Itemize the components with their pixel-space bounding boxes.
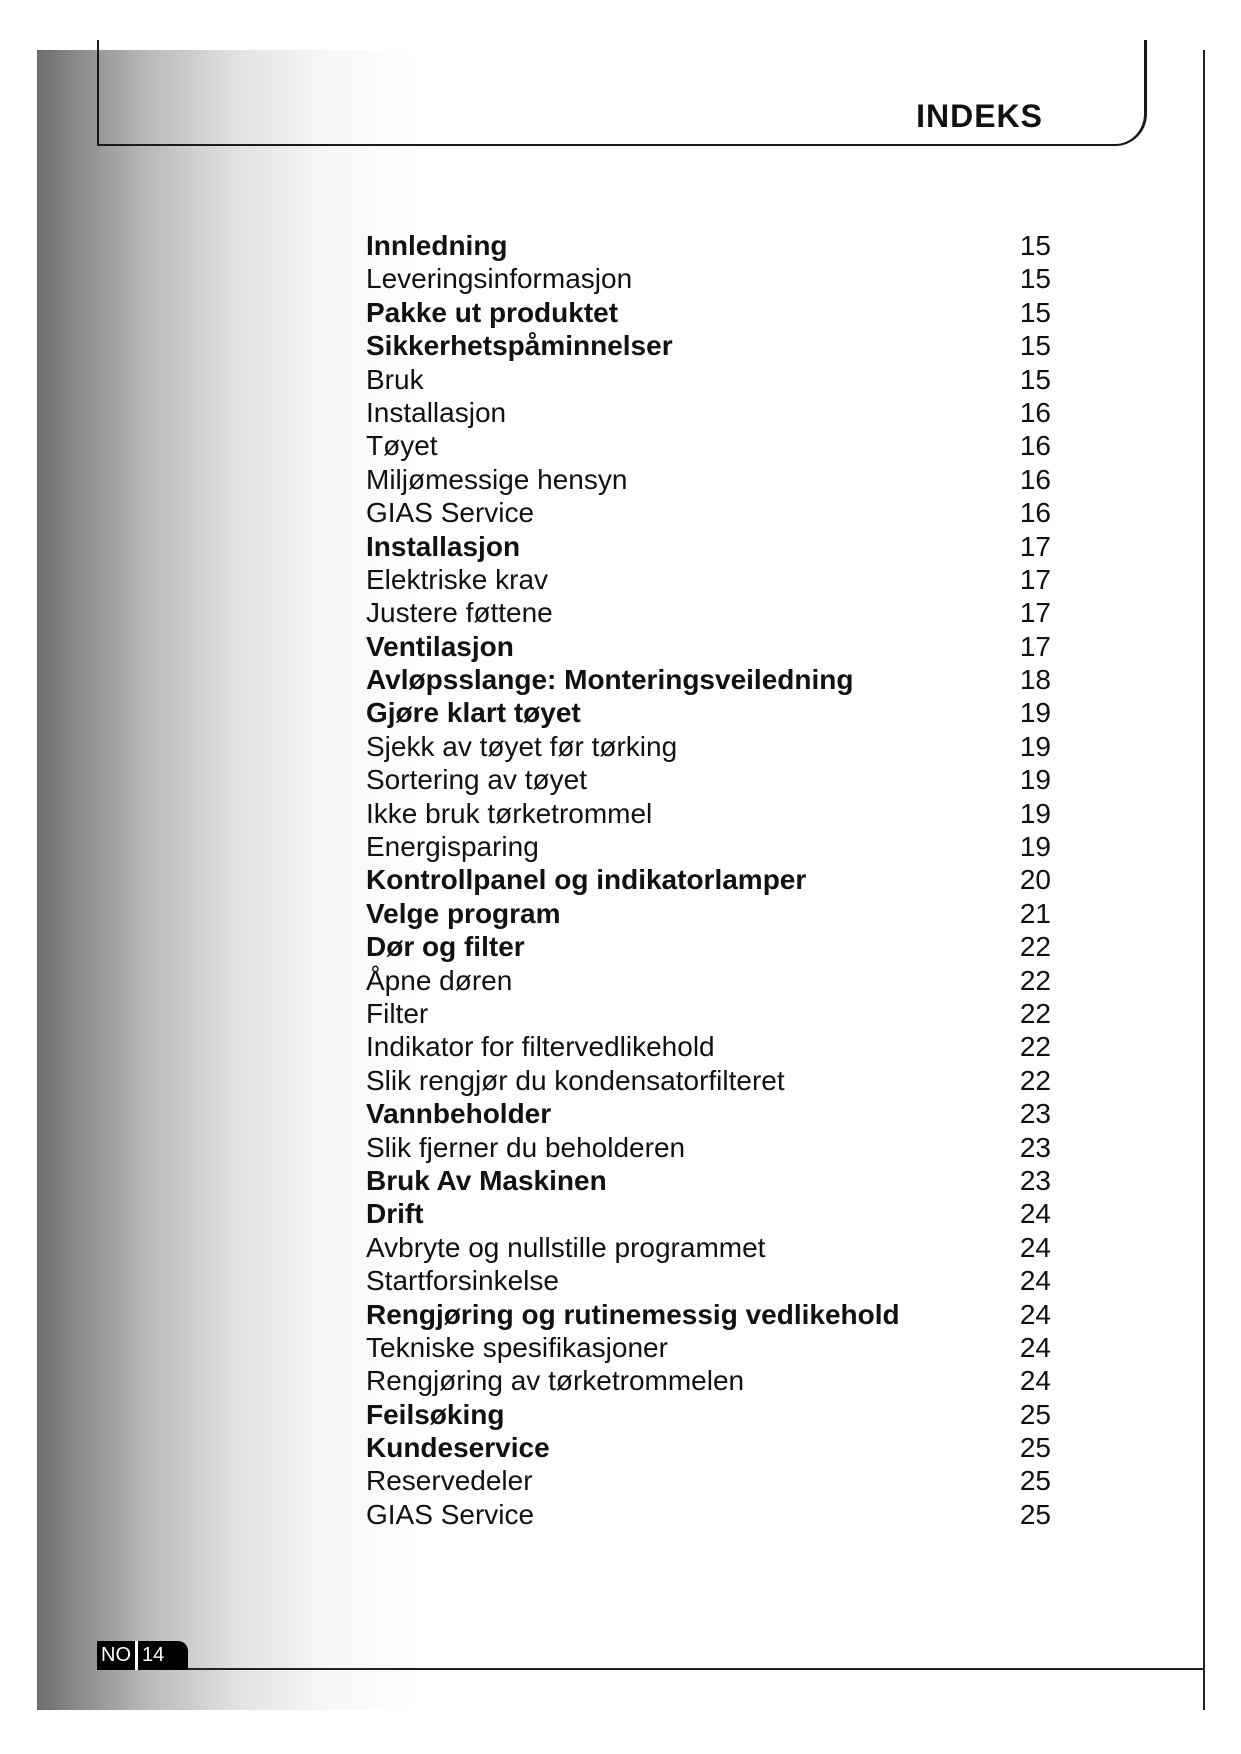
- toc-entry-page: 21: [1019, 897, 1051, 929]
- toc-entry: [366, 730, 1051, 763]
- toc-entry-label: Bruk Av Maskinen: [366, 1164, 607, 1196]
- toc-entry-label: Installasjon: [366, 396, 507, 428]
- toc-entry: [366, 1364, 1051, 1397]
- toc-entry-page: 19: [1019, 764, 1051, 796]
- toc-entry-page: 22: [1019, 1064, 1051, 1096]
- right-border-rule: [1203, 50, 1205, 1710]
- toc-entry-label: Ikke bruk tørketrommel: [366, 797, 653, 829]
- toc-entry-label: Kundeservice: [366, 1432, 550, 1464]
- toc-entry-page: 25: [1019, 1498, 1051, 1530]
- toc-entry-page: 25: [1019, 1398, 1051, 1430]
- toc-entry-page: 24: [1019, 1265, 1051, 1297]
- toc-entry: [366, 1097, 1051, 1130]
- toc-entry-page: 17: [1019, 563, 1051, 595]
- toc-entry: [366, 329, 1051, 362]
- toc-entry-page: 17: [1019, 630, 1051, 662]
- toc-entry-label: GIAS Service: [366, 497, 535, 529]
- footer-page-badge: [97, 1641, 188, 1670]
- footer-language-code: NO: [97, 1641, 135, 1670]
- toc-entry-label: Startforsinkelse: [366, 1265, 559, 1297]
- toc-entry: [366, 696, 1051, 729]
- toc-entry-label: Pakke ut produktet: [366, 296, 619, 328]
- toc-entry-page: 19: [1019, 797, 1051, 829]
- toc-entry-page: 23: [1019, 1098, 1051, 1130]
- toc-entry-page: 23: [1019, 1131, 1051, 1163]
- toc-entry: [366, 830, 1051, 863]
- toc-entry-page: 16: [1019, 463, 1051, 495]
- toc-entry-label: Ventilasjon: [366, 630, 514, 662]
- toc-entry-label: Installasjon: [366, 530, 521, 562]
- toc-entry-label: Slik fjerner du beholderen: [366, 1131, 686, 1163]
- toc-entry-page: 22: [1019, 1031, 1051, 1063]
- toc-entry: [366, 1331, 1051, 1364]
- toc-entry: [366, 229, 1051, 262]
- toc-entry-label: Gjøre klart tøyet: [366, 697, 581, 729]
- toc-entry-label: Sortering av tøyet: [366, 764, 587, 796]
- toc-entry-label: GIAS Service: [366, 1498, 535, 1530]
- toc-entry-page: 16: [1019, 396, 1051, 428]
- toc-entry: [366, 596, 1051, 629]
- toc-entry: [366, 396, 1051, 429]
- toc-entry-label: Avløpsslange: Monteringsveiledning: [366, 664, 854, 696]
- toc-entry: [366, 296, 1051, 329]
- toc-entry: [366, 530, 1051, 563]
- toc-entry: [366, 797, 1051, 830]
- toc-entry: [366, 930, 1051, 963]
- toc-entry-label: Justere føttene: [366, 597, 553, 629]
- toc-entry-label: Filter: [366, 997, 429, 1029]
- toc-entry-page: 25: [1019, 1432, 1051, 1464]
- toc-entry-page: 15: [1019, 263, 1051, 295]
- toc-entry: [366, 897, 1051, 930]
- toc-entry: [366, 1164, 1051, 1197]
- toc-entry-page: 15: [1019, 296, 1051, 328]
- toc-entry-label: Avbryte og nullstille programmet: [366, 1231, 766, 1263]
- toc-entry-page: 15: [1019, 230, 1051, 261]
- toc-entry: [366, 763, 1051, 796]
- toc-entry: [366, 663, 1051, 696]
- toc-entry-page: 17: [1019, 530, 1051, 562]
- toc-entry: [366, 1464, 1051, 1497]
- toc-entry-page: 23: [1019, 1164, 1051, 1196]
- toc-entry: [366, 1431, 1051, 1464]
- toc-entry-page: 22: [1019, 964, 1051, 996]
- toc-entry: [366, 1030, 1051, 1063]
- toc-entry: [366, 863, 1051, 896]
- toc-entry: [366, 964, 1051, 997]
- toc-entry: [366, 262, 1051, 295]
- toc-entry-label: Åpne døren: [366, 964, 513, 996]
- toc-entry: [366, 1231, 1051, 1264]
- toc-entry: [366, 563, 1051, 596]
- toc-entry-label: Miljømessige hensyn: [366, 463, 628, 495]
- toc-entry-label: Feilsøking: [366, 1398, 505, 1430]
- table-of-contents: [366, 229, 1051, 1531]
- toc-entry-page: 24: [1019, 1365, 1051, 1397]
- toc-entry-label: Velge program: [366, 897, 561, 929]
- toc-entry-label: Energisparing: [366, 831, 539, 863]
- toc-entry-page: 19: [1019, 730, 1051, 762]
- toc-entry-page: 24: [1019, 1231, 1051, 1263]
- toc-entry-page: 20: [1019, 864, 1051, 896]
- toc-entry: [366, 1498, 1051, 1531]
- toc-entry-page: 19: [1019, 831, 1051, 863]
- toc-entry-page: 16: [1019, 430, 1051, 462]
- toc-entry: [366, 1064, 1051, 1097]
- toc-entry-page: 17: [1019, 597, 1051, 629]
- toc-entry-page: 25: [1019, 1465, 1051, 1497]
- toc-entry-label: Bruk: [366, 363, 424, 395]
- toc-entry-label: Indikator for filtervedlikehold: [366, 1031, 715, 1063]
- toc-entry-label: Innledning: [366, 230, 508, 261]
- footer-page-number: 14: [138, 1641, 188, 1670]
- toc-entry-page: 15: [1019, 363, 1051, 395]
- toc-entry-page: 15: [1019, 330, 1051, 362]
- toc-entry-page: 22: [1019, 931, 1051, 963]
- toc-entry-label: Kontrollpanel og indikatorlamper: [366, 864, 807, 896]
- toc-entry-page: 22: [1019, 997, 1051, 1029]
- toc-entry: [366, 1398, 1051, 1431]
- toc-entry-label: Sjekk av tøyet før tørking: [366, 730, 678, 762]
- toc-entry: [366, 463, 1051, 496]
- toc-entry-label: Dør og filter: [366, 931, 525, 963]
- toc-entry-page: 24: [1019, 1331, 1051, 1363]
- page-title: INDEKS: [916, 98, 1043, 134]
- toc-entry-label: Elektriske krav: [366, 563, 549, 595]
- toc-entry-page: 19: [1019, 697, 1051, 729]
- toc-entry-page: 16: [1019, 497, 1051, 529]
- toc-entry-label: Tøyet: [366, 430, 438, 462]
- toc-entry: [366, 1298, 1051, 1331]
- toc-entry: [366, 363, 1051, 396]
- toc-entry-label: Drift: [366, 1198, 424, 1230]
- toc-entry-page: 18: [1019, 664, 1051, 696]
- toc-entry: [366, 1264, 1051, 1297]
- toc-entry-page: 24: [1019, 1298, 1051, 1330]
- toc-entry-label: Slik rengjør du kondensatorfilteret: [366, 1064, 785, 1096]
- toc-entry-label: Rengjøring og rutinemessig vedlikehold: [366, 1298, 900, 1330]
- toc-entry-page: 24: [1019, 1198, 1051, 1230]
- toc-entry: [366, 997, 1051, 1030]
- toc-entry-label: Reservedeler: [366, 1465, 533, 1497]
- footer-rule: [97, 1668, 1205, 1670]
- toc-entry-label: Leveringsinformasjon: [366, 263, 633, 295]
- toc-entry-label: Vannbeholder: [366, 1098, 552, 1130]
- toc-entry: [366, 496, 1051, 529]
- toc-entry-label: Sikkerhetspåminnelser: [366, 330, 673, 362]
- toc-entry-label: Rengjøring av tørketrommelen: [366, 1365, 745, 1397]
- toc-entry: [366, 1131, 1051, 1164]
- toc-entry: [366, 1197, 1051, 1230]
- toc-entry: [366, 630, 1051, 663]
- toc-entry: [366, 429, 1051, 462]
- toc-entry-label: Tekniske spesifikasjoner: [366, 1331, 668, 1363]
